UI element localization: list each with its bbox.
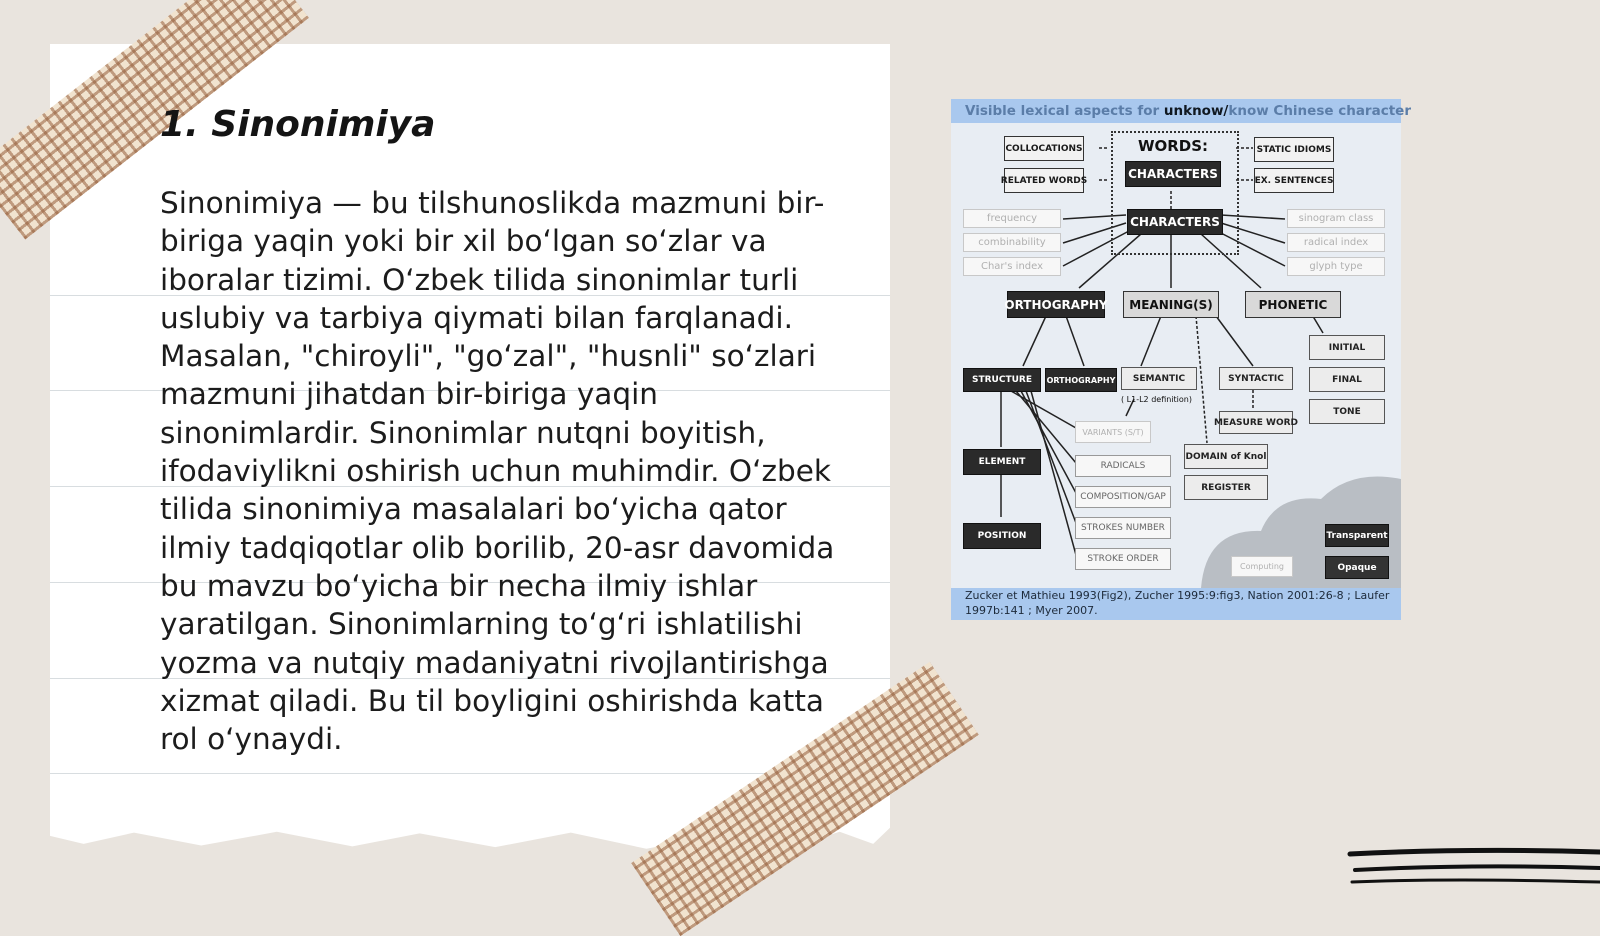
node-tone: TONE [1309, 399, 1385, 424]
node-semantic: SEMANTIC [1121, 367, 1197, 390]
node-stroke-order: STROKE ORDER [1075, 548, 1171, 570]
node-orthography-small: ORTHOGRAPHY [1045, 368, 1117, 392]
slide-title: 1. Sinonimiya [160, 104, 436, 145]
slide-paragraph: Sinonimiya — bu tilshunoslikda mazmuni bir-biriga yaqin yoki bir xil bo‘lgan so‘zlar va iboralar tizimi. O‘zbek tilida sinonimlar turli uslubiy va tarbiya qiymati bilan farqlanadi. Masalan, "chiroyli", "go‘zal", "husnli" so‘zlari mazmuni jihatdan bir-biriga yaqin sinonimlardir. Sinonimlar nutqni boyitish, ifodaviylikni oshirish uchun muhimdir. O‘zbek tilida sinonimiya masalalari bo‘yicha qator ilmiy tadqiqotlar olib borilib, 20-asr davomida bu mavzu bo‘yicha bir necha ilmiy ishlar yaratilgan. Sinonimlarning to‘g‘ri ishlatilishi yozma va nutqiy madaniyatni rivojlantirishga xizmat qiladi. Bu til boyligini oshirishda katta rol o‘ynaydi. [160, 186, 835, 757]
node-characters-top: CHARACTERS [1125, 161, 1221, 187]
node-radicals: RADICALS [1075, 455, 1171, 477]
diagram-caption: Zucker et Mathieu 1993(Fig2), Zucher 1995:9:fig3, Nation 2001:26-8 ; Laufer 1997b:141 ; Myer 2007. [965, 589, 1390, 617]
node-strokes-number: STROKES NUMBER [1075, 517, 1171, 539]
node-syntactic: SYNTACTIC [1219, 367, 1293, 390]
node-composition: COMPOSITION/GAP [1075, 486, 1171, 508]
node-computing: Computing [1231, 556, 1293, 577]
node-radical-index: radical index [1287, 233, 1385, 252]
node-initial: INITIAL [1309, 335, 1385, 360]
node-static-idioms: STATIC IDIOMS [1254, 137, 1334, 162]
node-position: POSITION [963, 523, 1041, 549]
node-domain-of-knowledge: DOMAIN of Knol [1184, 444, 1268, 469]
node-chars-index: Char's index [963, 257, 1061, 276]
node-structure: STRUCTURE [963, 368, 1041, 392]
node-final: FINAL [1309, 367, 1385, 392]
node-frequency: frequency [963, 209, 1061, 228]
node-register: REGISTER [1184, 475, 1268, 500]
decorative-brush-lines [1350, 848, 1600, 888]
node-collocations: COLLOCATIONS [1004, 136, 1084, 161]
node-glyph-type: glyph type [1287, 257, 1385, 276]
node-opaque: Opaque [1325, 556, 1389, 579]
node-characters-main: CHARACTERS [1127, 209, 1223, 235]
note-l1-l2-definition: ( L1-L2 definition) [1121, 395, 1192, 404]
node-transparent: Transparent [1325, 524, 1389, 547]
node-element: ELEMENT [963, 449, 1041, 475]
node-measure-word: MEASURE WORD [1219, 411, 1293, 434]
node-ex-sentences: EX. SENTENCES [1254, 168, 1334, 193]
node-variants: VARIANTS (S/T) [1075, 421, 1151, 443]
node-phonetic: PHONETIC [1245, 291, 1341, 318]
lexical-aspects-diagram [951, 99, 1411, 620]
node-orthography: ORTHOGRAPHY [1007, 291, 1105, 318]
node-meanings: MEANING(S) [1123, 291, 1219, 318]
node-combinability: combinability [963, 233, 1061, 252]
diagram-title: Visible lexical aspects for unknow/know Chinese character [965, 103, 1411, 119]
node-words: WORDS: [1137, 137, 1209, 155]
node-sinogram-class: sinogram class [1287, 209, 1385, 228]
node-related-words: RELATED WORDS [1004, 168, 1084, 193]
